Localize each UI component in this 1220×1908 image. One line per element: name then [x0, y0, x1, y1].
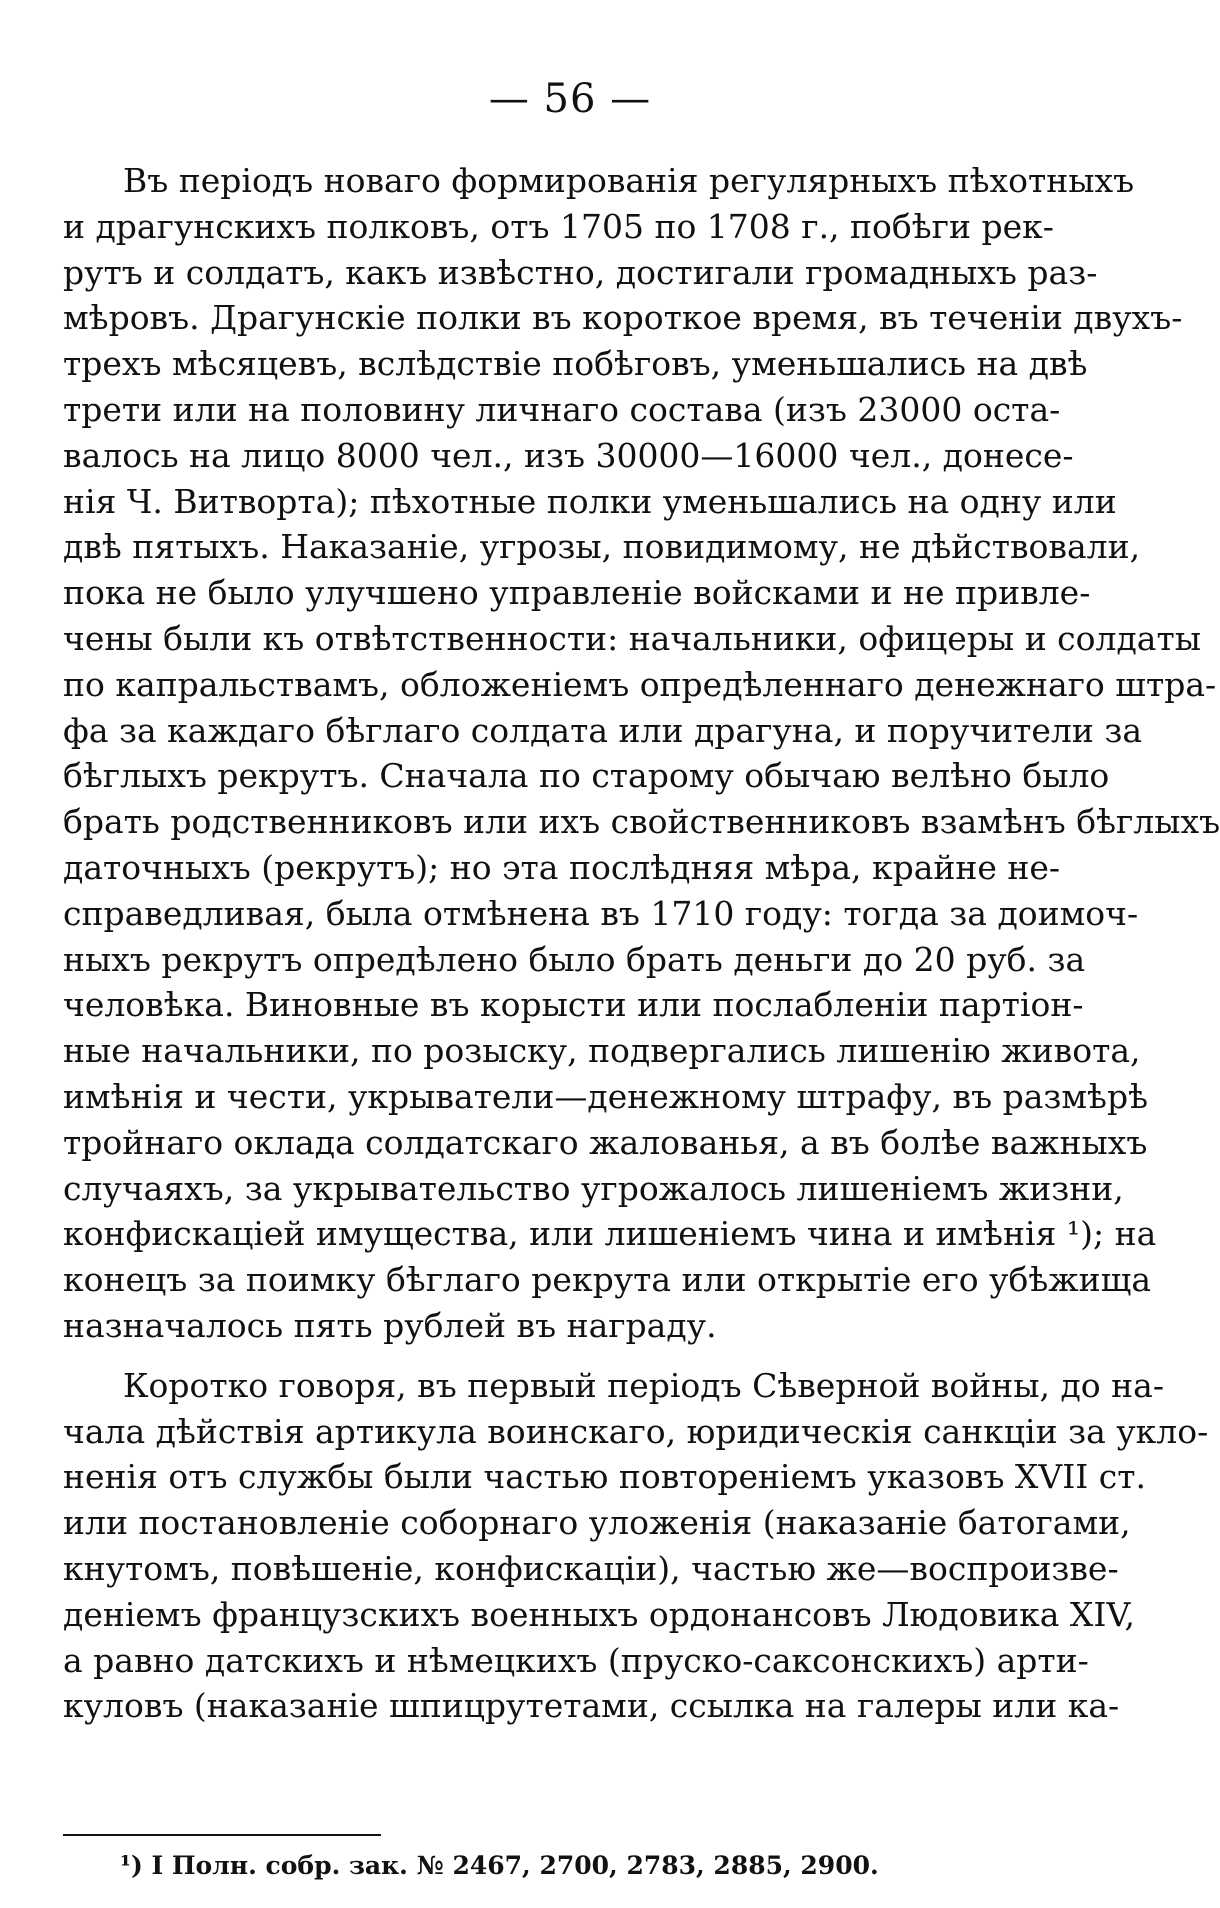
text-line: чала дѣйствія артикула воинскаго, юридическія санкціи за укло- — [63, 1411, 1209, 1451]
text-line: ныхъ рекрутъ опредѣлено было брать деньги до 20 руб. за — [63, 939, 1086, 979]
text-line: трехъ мѣсяцевъ, вслѣдствіе побѣговъ, уменьшались на двѣ — [63, 344, 1088, 384]
text-line: брать родственниковъ или ихъ свойственниковъ взамѣнъ бѣглыхъ — [63, 802, 1220, 842]
footnote — [120, 1846, 879, 1886]
text-line: бѣглыхъ рекрутъ. Сначала по старому обычаю велѣно было — [63, 756, 1110, 796]
text-line: валось на лицо 8000 чел., изъ 30000—16000 чел., донесе- — [63, 435, 1074, 475]
text-line: а равно датскихъ и нѣмецкихъ (пруско-саксонскихъ) арти- — [63, 1640, 1089, 1680]
text-line: имѣнія и чести, укрыватели—денежному штрафу, въ размѣрѣ — [63, 1076, 1148, 1116]
text-line: куловъ (наказаніе шпицрутетами, ссылка на галеры или ка- — [63, 1686, 1120, 1726]
text-line: конфискаціей имущества, или лишеніемъ чина и имѣнія ¹); на — [63, 1214, 1157, 1254]
text-line: назначалось пять рублей въ награду. — [63, 1305, 717, 1345]
text-line: ные начальники, по розыску, подвергались лишенію живота, — [63, 1031, 1141, 1071]
text-line: мѣровъ. Драгунскіе полки въ короткое время, въ теченіи двухъ- — [63, 298, 1183, 338]
text-line: фа за каждаго бѣглаго солдата или драгуна, и поручители за — [63, 710, 1143, 750]
text-line: кнутомъ, повѣшеніе, конфискаціи), частью же—воспроизве- — [63, 1548, 1119, 1588]
paragraph-2 — [63, 1363, 1209, 1729]
text-line: Коротко говоря, въ первый періодъ Сѣверной войны, до на- — [123, 1365, 1164, 1405]
text-line: конецъ за поимку бѣглаго рекрута или открытіе его убѣжища — [63, 1260, 1152, 1300]
text-line: чены были къ отвѣтственности: начальники, офицеры и солдаты — [63, 618, 1202, 658]
text-line: двѣ пятыхъ. Наказаніе, угрозы, повидимому, не дѣйствовали, — [63, 527, 1141, 567]
text-line: тройнаго оклада солдатскаго жалованья, а въ болѣе важныхъ — [63, 1122, 1148, 1162]
text-line: случаяхъ, за укрывательство угрожалось лишеніемъ жизни, — [63, 1168, 1124, 1208]
text-line: даточныхъ (рекрутъ); но эта послѣдняя мѣра, крайне не- — [63, 847, 1061, 887]
page-number: — 56 — — [488, 76, 652, 122]
text-line: по капральствамъ, обложеніемъ опредѣленнаго денежнаго штра- — [63, 664, 1217, 704]
text-line: трети или на половину личнаго состава (изъ 23000 оста- — [63, 389, 1061, 429]
body-text — [63, 158, 1220, 1729]
text-line: рутъ и солдатъ, какъ извѣстно, достигали громадныхъ раз- — [63, 252, 1098, 292]
text-line: Въ періодъ новаго формированія регулярныхъ пѣхотныхъ — [123, 161, 1135, 200]
footnote-marker: ¹) — [120, 1851, 143, 1880]
text-line: справедливая, была отмѣнена въ 1710 году: тогда за доимоч- — [63, 893, 1139, 933]
footnote-text: I Полн. собр. зак. № 2467, 2700, 2783, 2885, 2900. — [151, 1851, 879, 1880]
text-line: пока не было улучшено управленіе войсками и не привле- — [63, 573, 1091, 613]
text-line: и драгунскихъ полковъ, отъ 1705 по 1708 г., побѣги рек- — [63, 206, 1054, 246]
text-line: нія Ч. Витворта); пѣхотные полки уменьшались на одну или — [63, 481, 1117, 521]
text-line: деніемъ французскихъ военныхъ ордонансовъ Людовика XIV, — [63, 1594, 1136, 1634]
paragraph-1 — [63, 158, 1220, 1349]
text-line: человѣка. Виновные въ корысти или послабленіи партіон- — [63, 985, 1084, 1025]
text-line: или постановленіе соборнаго уложенія (наказаніе батогами, — [63, 1503, 1131, 1543]
text-line: ненія отъ службы были частью повтореніемъ указовъ XVII ст. — [63, 1457, 1147, 1497]
footnote-divider — [63, 1834, 381, 1836]
